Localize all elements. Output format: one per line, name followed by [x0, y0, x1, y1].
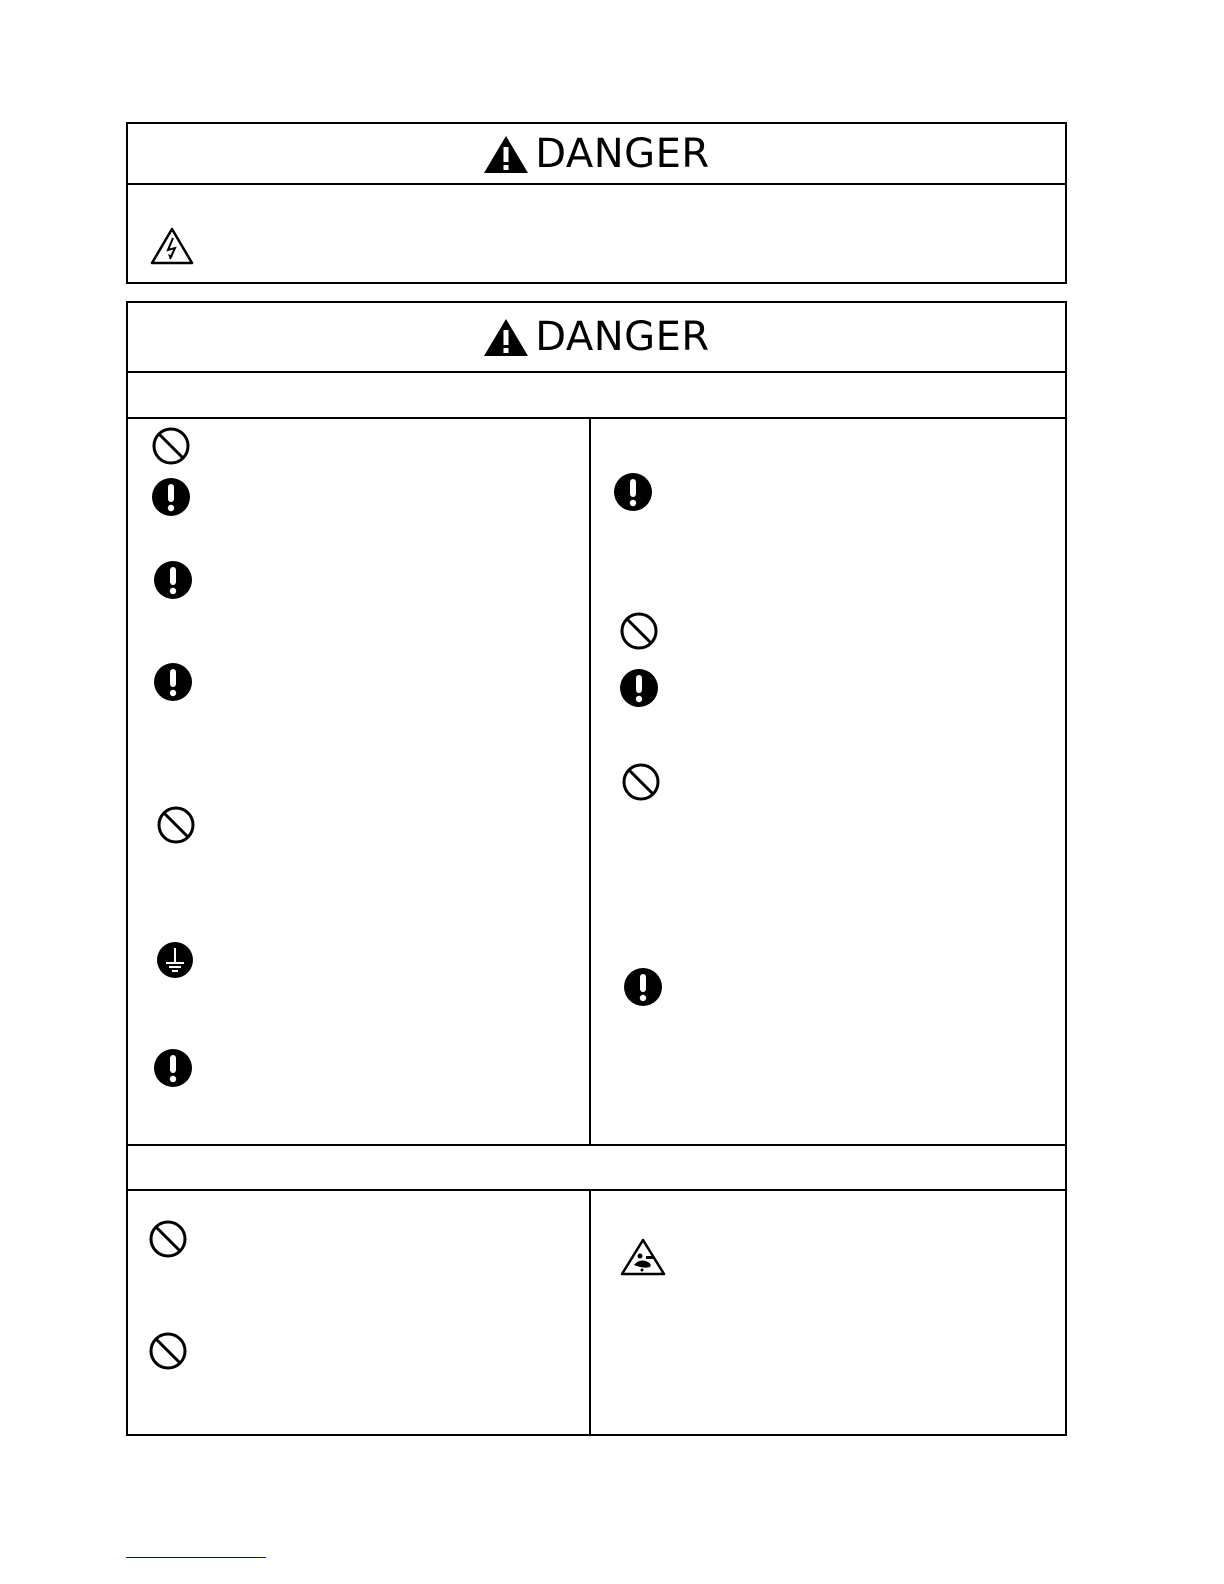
danger-title-text: DANGER [535, 131, 710, 177]
divider [126, 183, 1067, 185]
hand-pinch-warning-icon [620, 1237, 666, 1277]
divider [126, 417, 1067, 419]
column-divider [589, 417, 591, 1146]
prohibited-icon [619, 611, 659, 651]
warning-triangle-icon [483, 317, 529, 357]
divider [126, 1144, 1067, 1146]
prohibited-icon [156, 805, 196, 845]
warning-triangle-icon [483, 134, 529, 174]
prohibited-icon [621, 762, 661, 802]
divider [126, 1189, 1067, 1191]
danger-header [128, 131, 1065, 177]
danger-title-text: DANGER [535, 314, 710, 360]
mandatory-action-icon [623, 967, 663, 1007]
mandatory-action-icon [153, 662, 193, 702]
ground-icon [156, 941, 194, 979]
electric-shock-warning-icon [150, 226, 194, 266]
footer-link-underline[interactable] [126, 1557, 266, 1558]
mandatory-action-icon [151, 477, 191, 517]
mandatory-action-icon [153, 560, 193, 600]
prohibited-icon [148, 1219, 188, 1259]
prohibited-icon [148, 1331, 188, 1371]
mandatory-action-icon [619, 668, 659, 708]
mandatory-action-icon [613, 472, 653, 512]
danger-box-main [126, 301, 1067, 1436]
danger-box-top [126, 122, 1067, 284]
danger-header [128, 314, 1065, 360]
column-divider [589, 1189, 591, 1436]
mandatory-action-icon [153, 1048, 193, 1088]
prohibited-icon [151, 426, 191, 466]
divider [126, 371, 1067, 373]
